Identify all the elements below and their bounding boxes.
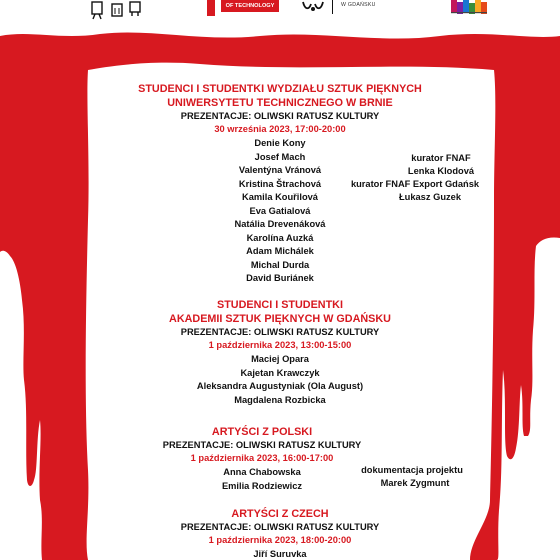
artist-name: Valentýna Vránová xyxy=(238,165,322,175)
academy-logo-text: W GDAŃSKU xyxy=(341,2,376,8)
university-logo-text: OF TECHNOLOGY xyxy=(221,0,279,12)
section-heading: STUDENCI I STUDENTKI WYDZIAŁU SZTUK PIĘKNYCH xyxy=(138,83,422,95)
artist-name: Magdalena Rozbicka xyxy=(234,394,326,405)
curator-name: Lenka Klodová xyxy=(407,166,475,176)
documentation-label: dokumentacja projektu xyxy=(361,465,463,475)
artist-name: Maciej Opara xyxy=(251,354,309,364)
date-line: 1 października 2023, 16:00-17:00 xyxy=(190,453,334,463)
venue-line: PREZENTACJE: OLIWSKI RATUSZ KULTURY xyxy=(180,111,380,121)
curator-export-name: Łukasz Guzek xyxy=(398,192,461,202)
university-logo-mark xyxy=(207,0,215,16)
academy-logo-icon xyxy=(300,0,326,14)
venue-line: PREZENTACJE: OLIWSKI RATUSZ KULTURY xyxy=(162,440,362,450)
logo-divider xyxy=(332,0,333,14)
artist-name: Eva Gatialová xyxy=(249,205,311,216)
date-line: 1 października 2023, 13:00-15:00 xyxy=(208,340,352,350)
artist-name: Karolína Auzká xyxy=(246,232,314,243)
artist-name: Adam Michálek xyxy=(246,246,314,256)
artist-name: Kristina Štrachová xyxy=(238,178,322,189)
artist-name: Aleksandra Augustyniak (Ola August) xyxy=(196,381,364,391)
artist-name: Kajetan Krawczyk xyxy=(240,367,320,378)
section-heading: ARTYŚCI Z POLSKI xyxy=(211,426,313,438)
section-heading: UNIWERSYTETU TECHNICZNEGO W BRNIE xyxy=(167,97,393,109)
artist-name: David Buriánek xyxy=(246,273,314,283)
colorful-logo-icon xyxy=(448,0,494,16)
section-heading: AKADEMII SZTUK PIĘKNYCH W GDAŃSKU xyxy=(169,313,391,325)
artist-name: Kamila Kouřilová xyxy=(242,192,318,202)
artist-name: Emilia Rodziewicz xyxy=(221,480,303,491)
artist-name: Natália Drevenáková xyxy=(234,219,326,229)
venue-line: PREZENTACJE: OLIWSKI RATUSZ KULTURY xyxy=(180,522,380,532)
documentation-name: Marek Zygmunt xyxy=(380,478,450,488)
artist-name: Anna Chabowska xyxy=(223,467,301,477)
artist-name: Michal Durda xyxy=(250,259,310,270)
curator-label: kurator FNAF xyxy=(411,153,471,163)
venue-line: PREZENTACJE: OLIWSKI RATUSZ KULTURY xyxy=(180,327,380,337)
section-heading: ARTYŚCI Z CZECH xyxy=(231,508,329,520)
date-line: 1 października 2023, 18:00-20:00 xyxy=(208,535,352,545)
curator-export-label: kurator FNAF Export Gdańsk xyxy=(350,179,480,189)
artist-name: Josef Mach xyxy=(254,151,306,162)
section-heading: STUDENCI I STUDENTKI xyxy=(217,299,343,311)
artist-name: Denie Kony xyxy=(254,138,306,148)
bin-figures-icon xyxy=(86,0,146,20)
artist-name: Jiří Suruvka xyxy=(253,549,307,559)
date-line: 30 września 2023, 17:00-20:00 xyxy=(214,124,346,134)
